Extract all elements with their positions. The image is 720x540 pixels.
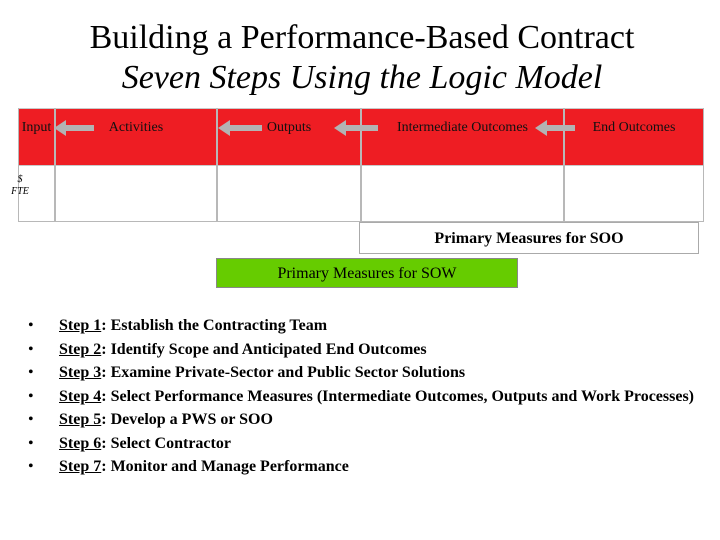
title-main: Building a Performance-Based Contract: [89, 19, 635, 56]
bullet: •: [28, 387, 34, 405]
step-text: : Examine Private-Sector and Public Sector Solutions: [101, 364, 466, 381]
left-arrow-icon: [218, 118, 262, 138]
bullet: •: [28, 340, 34, 358]
list-item: [28, 410, 708, 429]
cell-intermediate-outcomes: [361, 108, 564, 222]
step-text: : Establish the Contracting Team: [101, 317, 328, 334]
list-item: [28, 340, 708, 359]
title-subtitle: Seven Steps Using the Logic Model: [121, 59, 603, 96]
list-item: [28, 457, 708, 476]
bullet: •: [28, 317, 34, 334]
cell-intermediate-outcomes-label: Intermediate Outcomes: [396, 120, 528, 135]
input-fte-note: FTE: [11, 186, 29, 197]
list-item: [28, 387, 708, 406]
list-item: [28, 363, 708, 382]
step-link[interactable]: Step 6: [59, 434, 102, 452]
step-text: : Select Performance Measures (Intermediate Outcomes, Outputs and Work Processes): [101, 387, 695, 405]
step-link[interactable]: Step 1: [59, 317, 102, 334]
cell-activities-label: Activities: [108, 120, 164, 135]
list-item: [28, 434, 708, 453]
steps-list: [28, 316, 708, 481]
step-link[interactable]: Step 2: [59, 340, 102, 358]
step-link[interactable]: Step 4: [59, 387, 102, 405]
step-text: : Identify Scope and Anticipated End Outcomes: [101, 340, 427, 358]
step-link[interactable]: Step 5: [59, 411, 102, 428]
bullet: •: [28, 458, 34, 475]
bullet: •: [28, 411, 34, 428]
step-text: : Develop a PWS or SOO: [101, 411, 273, 428]
step-text: : Monitor and Manage Performance: [101, 458, 349, 475]
left-arrow-icon: [334, 118, 378, 138]
cell-input-label: Input: [21, 120, 52, 135]
step-text: : Select Contractor: [101, 434, 231, 452]
step-link[interactable]: Step 7: [59, 458, 102, 475]
list-item: [28, 316, 708, 335]
left-arrow-icon: [54, 118, 94, 138]
left-arrow-icon: [535, 118, 575, 138]
slide-title: [2, 18, 720, 98]
soo-measures-box: Primary Measures for SOO: [359, 222, 699, 254]
cell-end-outcomes: [564, 108, 704, 222]
sow-measures-box: Primary Measures for SOW: [216, 258, 518, 288]
cell-end-outcomes-label: End Outcomes: [592, 120, 676, 135]
step-link[interactable]: Step 3: [59, 364, 102, 381]
cell-outputs-label: Outputs: [266, 120, 312, 135]
input-dollar-note: $: [17, 174, 23, 185]
cell-input: [18, 108, 55, 222]
bullet: •: [28, 364, 34, 381]
input-notes: [0, 174, 40, 198]
bullet: •: [28, 434, 34, 452]
